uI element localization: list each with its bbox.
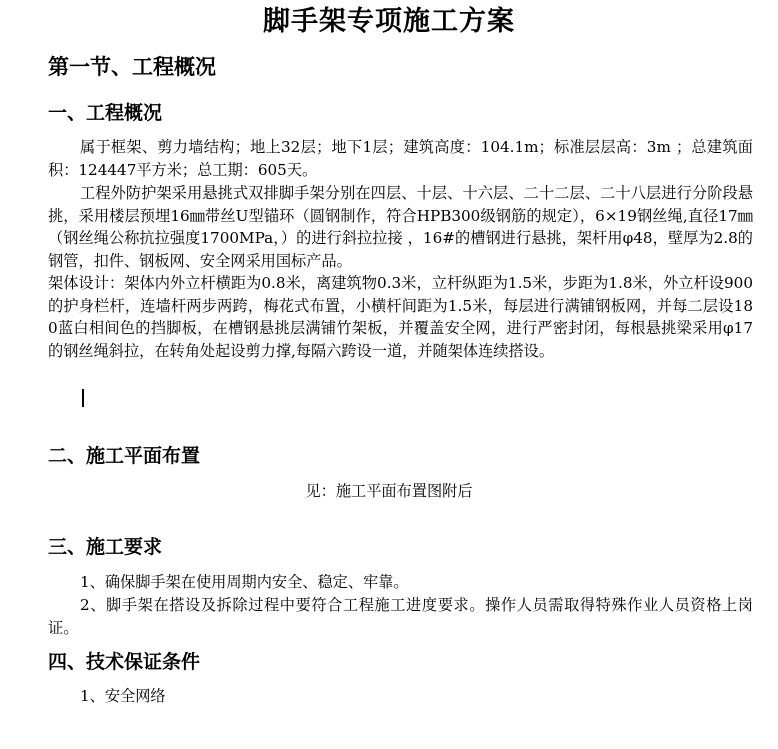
layout-text: 见：施工平面布置图附后: [305, 482, 473, 500]
requirements-item-2: 2、脚手架在搭设及拆除过程中要符合工程施工进度要求。操作人员需取得特殊作业人员资格上岗证。: [48, 596, 753, 637]
overview-paragraph-1: 属于框架、剪力墙结构；地上32层；地下1层；建筑高度：104.1m；标准层层高：3m ；总建筑面积：124447平方米；总工期：605天。: [48, 138, 753, 179]
requirements-heading: 三、施工要求: [48, 536, 163, 558]
overview-heading: 一、工程概况: [48, 102, 163, 124]
requirements-item-1: 1、确保脚手架在使用周期内安全、稳定、牢靠。: [80, 573, 409, 591]
overview-paragraph-2: 工程外防护架采用悬挑式双排脚手架分别在四层、十层、十六层、二十二层、二十八层进行分阶段悬挑，采用楼层预埋16㎜带丝U型锚环（圆钢制作，符合HPB300级钢筋的规定），6×19钢丝绳,直径17㎜（钢丝绳公称抗拉强度1700MPa，）的进行斜拉拉接 ，16#的槽钢进行悬挑，架杆用φ48，壁厚为2.8的钢管，扣件、钢板网、安全网采用国标产品。: [48, 184, 753, 270]
layout-heading: 二、施工平面布置: [48, 445, 201, 467]
section-heading: 第一节、工程概况: [48, 54, 216, 79]
overview-paragraph-3: 架体设计：架体内外立杆横距为0.8米，离建筑物0.3米，立杆纵距为1.5米，步距为1.8米，外立杆设900的护身栏杆，连墙杆两步两跨，梅花式布置，小横杆间距为1.5米，每层进行满铺钢板网，并每二层设180蓝白相间色的挡脚板，在槽钢悬挑层满铺竹架板，并覆盖安全网，进行严密封闭，每根悬挑梁采用φ17的钢丝绳斜拉，在转角处起设剪力撑,每隔六跨设一道，并随架体连续搭设。: [48, 274, 753, 360]
tech-conditions-heading: 四、技术保证条件: [48, 651, 201, 673]
text-cursor: [82, 389, 84, 407]
document-title: 脚手架专项施工方案: [263, 6, 515, 37]
tech-conditions-item-1: 1、安全网络: [80, 687, 166, 705]
